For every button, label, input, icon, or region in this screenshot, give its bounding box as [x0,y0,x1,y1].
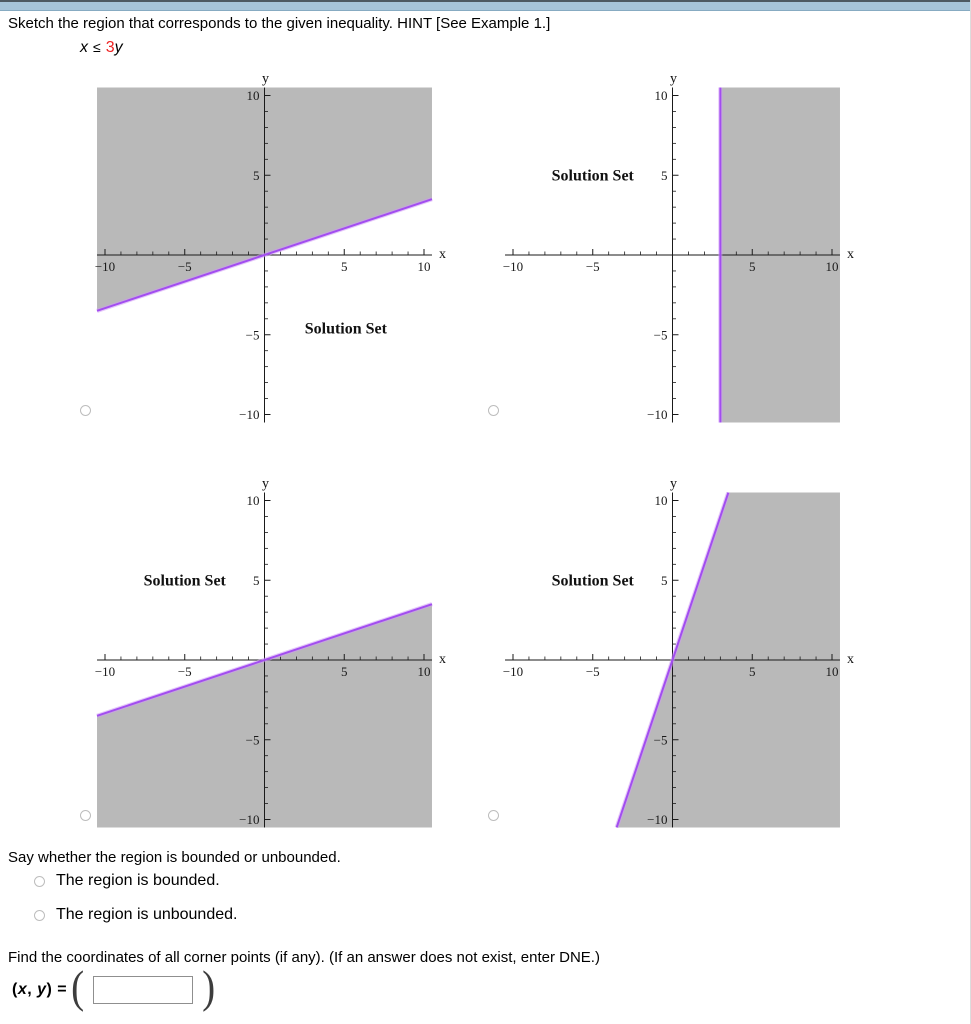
region-label: Solution Set [551,572,634,590]
x-tick-label: −10 [502,259,524,274]
x-tick-label: −10 [94,259,116,274]
radio-bounded[interactable] [34,876,45,887]
answer-label-var-x: x [17,981,28,998]
answer-label [12,981,67,999]
answer-label-comma: , [27,981,38,998]
corner-point-answer-row [12,961,220,1014]
y-axis-label: y [670,480,677,492]
answer-label-equals: = [52,981,68,998]
inequality-operator: ≤ [93,39,101,55]
x-tick-label: −5 [177,259,192,274]
graph-option-a [60,75,450,435]
big-open-paren: ( [71,961,85,1012]
x-tick-label: 10 [825,664,839,679]
y-axis-label: y [262,480,269,492]
bounded-option-label: The region is bounded. [56,872,220,889]
x-tick-label: 5 [749,259,756,274]
answer-label-open-paren: ( [12,981,18,998]
big-close-paren: ) [202,961,216,1012]
y-tick-label: −5 [653,732,668,748]
y-tick-label: 5 [253,572,260,588]
y-tick-label: −5 [653,327,668,343]
x-axis-label: x [846,247,854,262]
window-top-bar [0,0,970,11]
answer-label-var-y: y [37,981,47,998]
graph-d-plot [468,480,858,840]
x-tick-label: 5 [749,664,756,679]
y-tick-label: 5 [661,167,668,183]
region-label: Solution Set [304,320,387,338]
y-tick-label: −5 [245,327,260,343]
bounded-option-row [34,872,220,890]
y-tick-label: 10 [654,493,668,508]
region-label: Solution Set [551,167,634,185]
unbounded-option-row [34,906,237,924]
corner-point-input[interactable] [93,976,193,1004]
x-axis-label: x [438,652,446,667]
inequality-expression [80,39,123,57]
y-tick-label: −10 [647,407,668,422]
bounded-prompt: Say whether the region is bounded or unbounded. [8,849,341,866]
x-tick-label: −5 [177,664,192,679]
question-prompt: Sketch the region that corresponds to the given inequality. HINT [See Example 1.] [8,15,551,32]
y-tick-label: −10 [239,407,260,422]
y-tick-label: −10 [239,812,260,827]
radio-unbounded[interactable] [34,910,45,921]
graph-option-c [60,480,450,840]
inequality-coefficient: 3 [105,39,115,56]
y-axis-label: y [262,75,269,87]
y-tick-label: 5 [253,167,260,183]
x-tick-label: 10 [825,259,839,274]
x-tick-label: 5 [341,259,348,274]
x-tick-label: −5 [585,259,600,274]
y-tick-label: −5 [245,732,260,748]
corner-points-prompt: Find the coordinates of all corner points (if any). (If an answer does not exist, enter DNE.) [8,949,600,966]
x-tick-label: −5 [585,664,600,679]
inequality-lhs: x [80,39,88,56]
region-label: Solution Set [143,572,226,590]
x-tick-label: 10 [417,259,431,274]
y-tick-label: 10 [246,88,260,103]
x-tick-label: −10 [502,664,524,679]
radio-option-b[interactable] [488,405,499,416]
unbounded-option-label: The region is unbounded. [56,906,238,923]
graph-c-plot [60,480,450,840]
x-axis-label: x [846,652,854,667]
inequality-rhs: y [114,39,123,56]
radio-option-a[interactable] [80,405,91,416]
graph-option-d [468,480,858,840]
y-tick-label: 10 [654,88,668,103]
radio-option-d[interactable] [488,810,499,821]
y-tick-label: 10 [246,493,260,508]
graph-option-b [468,75,858,435]
x-tick-label: 5 [341,664,348,679]
graph-b-plot [468,75,858,435]
answer-label-close-paren: ) [46,981,53,998]
graph-a-plot [60,75,450,435]
y-tick-label: 5 [661,572,668,588]
x-axis-label: x [438,247,446,262]
x-tick-label: −10 [94,664,116,679]
y-tick-label: −10 [647,812,668,827]
y-axis-label: y [670,75,677,87]
x-tick-label: 10 [417,664,431,679]
radio-option-c[interactable] [80,810,91,821]
